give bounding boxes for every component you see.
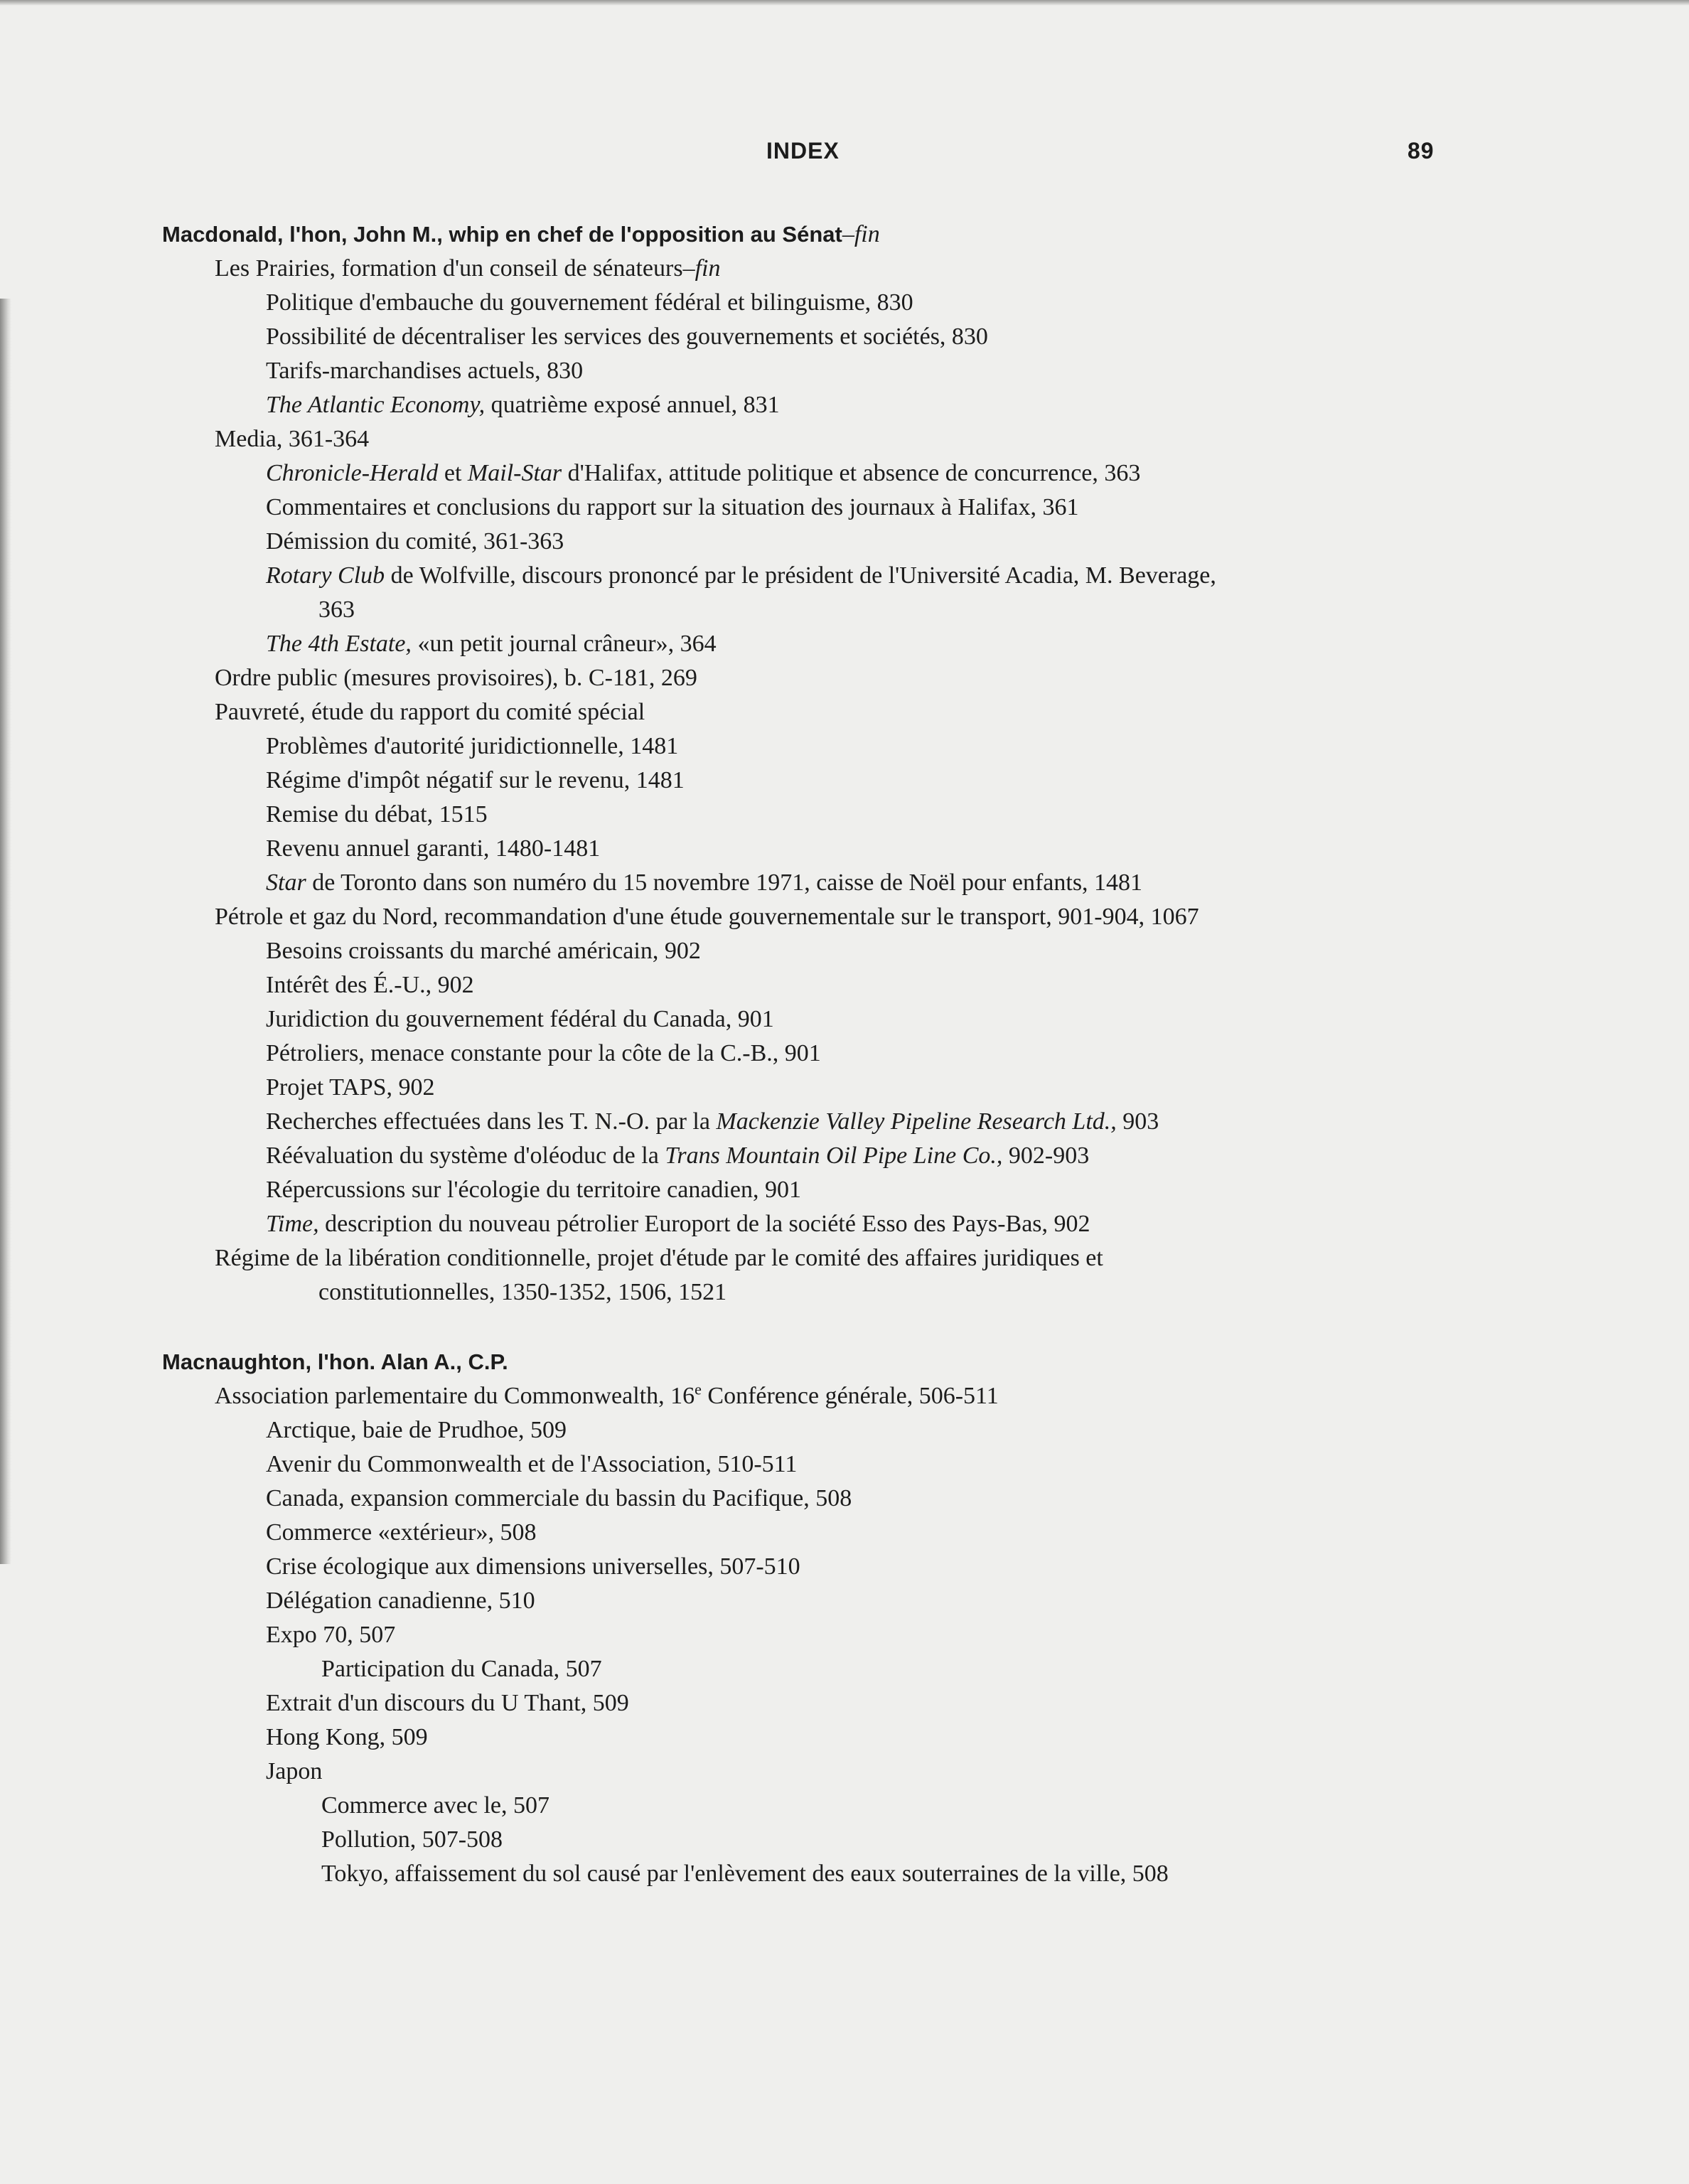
- italic-title: Rotary Club: [266, 562, 385, 589]
- index-subentry: [162, 1002, 1466, 1037]
- subentry-text: 363: [318, 596, 355, 623]
- index-subentry: [162, 798, 1466, 832]
- index-subentry: [162, 1516, 1466, 1550]
- index-subentry: [162, 320, 1466, 354]
- subentry-text: Pollution, 507-508: [321, 1826, 503, 1853]
- index-subentry: [162, 1413, 1466, 1447]
- subentry-text: Commerce avec le, 507: [321, 1792, 549, 1819]
- subentry-text: Association parlementaire du Commonwealth, 16: [215, 1383, 695, 1409]
- index-subentry: [162, 1071, 1466, 1105]
- index-entry-heading: [162, 1345, 1466, 1379]
- index-subentry: [162, 968, 1466, 1002]
- italic-title: Time,: [266, 1211, 319, 1237]
- index-subentry: [162, 559, 1466, 593]
- italic-title: The Atlantic Economy,: [266, 392, 486, 418]
- index-subentry: [162, 1686, 1466, 1720]
- subentry-text: Démission du comité, 361-363: [266, 528, 564, 555]
- index-subentry: [162, 764, 1466, 798]
- index-subentry: [162, 1482, 1466, 1516]
- index-subentry: [162, 934, 1466, 968]
- index-subentry: [162, 422, 1466, 456]
- subentry-text: Régime de la libération conditionnelle, projet d'étude par le comité des affaires juridiques et: [215, 1245, 1103, 1271]
- italic-title: –fin: [682, 255, 721, 282]
- index-subentry: [162, 832, 1466, 866]
- index-subentry: [162, 1275, 1466, 1310]
- subentry-text: Recherches effectuées dans les T. N.-O. par la: [266, 1108, 717, 1135]
- index-subentry: [162, 525, 1466, 559]
- subentry-text: de Toronto dans son numéro du 15 novembre 1971, caisse de Noël pour enfants, 1481: [306, 869, 1143, 896]
- subentry-text: Besoins croissants du marché américain, 902: [266, 938, 701, 964]
- subentry-text: Les Prairies, formation d'un conseil de sénateurs: [215, 255, 683, 282]
- running-head-title: INDEX: [766, 138, 840, 164]
- subentry-text: Tarifs-marchandises actuels, 830: [266, 358, 584, 384]
- subentry-text: Problèmes d'autorité juridictionnelle, 1481: [266, 733, 679, 759]
- subentry-text: de Wolfville, discours prononcé par le président de l'Université Acadia, M. Beverage,: [385, 562, 1216, 589]
- subentry-text: constitutionnelles, 1350-1352, 1506, 1521: [318, 1279, 727, 1305]
- subentry-text: 902-903: [1002, 1142, 1090, 1169]
- index-subentry: [162, 1105, 1466, 1139]
- subentry-text: d'Halifax, attitude politique et absence de concurrence, 363: [562, 460, 1141, 486]
- index-subentry: [162, 1652, 1466, 1686]
- italic-title: Mackenzie Valley Pipeline Research Ltd.,: [716, 1108, 1117, 1135]
- subentry-text: Arctique, baie de Prudhoe, 509: [266, 1417, 567, 1443]
- subentry-text: 903: [1116, 1108, 1159, 1135]
- index-subentry: [162, 1857, 1466, 1891]
- italic-title: Star: [266, 869, 306, 896]
- subentry-text: Conférence générale, 506-511: [701, 1383, 999, 1409]
- index-subentry: [162, 1789, 1466, 1823]
- index-subentry: [162, 252, 1466, 286]
- subentry-text: Régime d'impôt négatif sur le revenu, 1481: [266, 767, 685, 793]
- subentry-text: Avenir du Commonwealth et de l'Association, 510-511: [266, 1451, 798, 1477]
- scan-left-edge: [0, 299, 11, 1564]
- subentry-text: Remise du débat, 1515: [266, 801, 488, 828]
- italic-title: Chronicle-Herald: [266, 460, 439, 486]
- subentry-text: Japon: [266, 1758, 323, 1784]
- index-subentry: [162, 1720, 1466, 1755]
- index-subentry: [162, 900, 1466, 934]
- index-subentry: [162, 286, 1466, 320]
- index-subentry: [162, 1447, 1466, 1482]
- scan-top-edge: [0, 0, 1689, 6]
- index-subentry: [162, 1755, 1466, 1789]
- subentry-text: Projet TAPS, 902: [266, 1074, 435, 1101]
- italic-title: The 4th Estate,: [266, 631, 412, 657]
- subentry-text: Revenu annuel garanti, 1480-1481: [266, 835, 601, 862]
- entry-continued-marker: –fin: [842, 221, 880, 247]
- index-subentry: [162, 1173, 1466, 1207]
- subentry-text: Pétroliers, menace constante pour la côte de la C.-B., 901: [266, 1040, 821, 1066]
- subentry-text: Délégation canadienne, 510: [266, 1588, 535, 1614]
- subentry-text: Pétrole et gaz du Nord, recommandation d'une étude gouvernementale sur le transport, 901-904, 1067: [215, 904, 1199, 930]
- subentry-text: Possibilité de décentraliser les services des gouvernements et sociétés, 830: [266, 323, 988, 350]
- index-subentry: [162, 661, 1466, 695]
- page-number: 89: [1408, 138, 1435, 164]
- entry-name: Macnaughton, l'hon. Alan A., C.P.: [162, 1349, 508, 1374]
- index-subentry: [162, 388, 1466, 422]
- index-entry-heading: [162, 218, 1466, 252]
- index-subentry: [162, 1379, 1466, 1413]
- subentry-text: Extrait d'un discours du U Thant, 509: [266, 1690, 629, 1716]
- italic-title: Mail-Star: [467, 460, 562, 486]
- subentry-text: Media, 361-364: [215, 426, 370, 452]
- subentry-text: quatrième exposé annuel, 831: [485, 392, 780, 418]
- subentry-text: Répercussions sur l'écologie du territoire canadien, 901: [266, 1177, 801, 1203]
- superscript: e: [695, 1380, 702, 1398]
- index-subentry: [162, 1618, 1466, 1652]
- subentry-text: Participation du Canada, 507: [321, 1656, 602, 1682]
- index-subentry: [162, 354, 1466, 388]
- index-subentry: [162, 1550, 1466, 1584]
- index-subentry: [162, 456, 1466, 491]
- subentry-text: Juridiction du gouvernement fédéral du Canada, 901: [266, 1006, 774, 1032]
- subentry-text: Ordre public (mesures provisoires), b. C-181, 269: [215, 665, 697, 691]
- subentry-text: Commentaires et conclusions du rapport sur la situation des journaux à Halifax, 361: [266, 494, 1079, 520]
- index-subentry: [162, 729, 1466, 764]
- subentry-text: Hong Kong, 509: [266, 1724, 428, 1750]
- index-subentry: [162, 1207, 1466, 1241]
- subentry-text: Réévaluation du système d'oléoduc de la: [266, 1142, 665, 1169]
- subentry-text: «un petit journal crâneur», 364: [411, 631, 717, 657]
- index-subentry: [162, 1241, 1466, 1275]
- subentry-text: Commerce «extérieur», 508: [266, 1519, 537, 1546]
- subentry-text: description du nouveau pétrolier Europort de la société Esso des Pays-Bas, 902: [318, 1211, 1090, 1237]
- subentry-text: et: [438, 460, 468, 486]
- subentry-text: Expo 70, 507: [266, 1622, 396, 1648]
- subentry-text: Intérêt des É.-U., 902: [266, 972, 474, 998]
- subentry-text: Canada, expansion commerciale du bassin du Pacifique, 508: [266, 1485, 852, 1511]
- index-subentry: [162, 593, 1466, 627]
- index-subentry: [162, 695, 1466, 729]
- index-subentry: [162, 1037, 1466, 1071]
- subentry-text: Crise écologique aux dimensions universelles, 507-510: [266, 1553, 800, 1580]
- italic-title: Trans Mountain Oil Pipe Line Co.,: [665, 1142, 1003, 1169]
- subentry-text: Politique d'embauche du gouvernement fédéral et bilinguisme, 830: [266, 289, 913, 316]
- index-subentry: [162, 866, 1466, 900]
- index-subentry: [162, 1139, 1466, 1173]
- index-subentry: [162, 491, 1466, 525]
- index-body: [162, 218, 1466, 1891]
- index-subentry: [162, 1584, 1466, 1618]
- entry-gap: [162, 1310, 1466, 1345]
- subentry-text: Pauvreté, étude du rapport du comité spécial: [215, 699, 645, 725]
- entry-name: Macdonald, l'hon, John M., whip en chef de l'opposition au Sénat: [162, 222, 842, 247]
- index-subentry: [162, 1823, 1466, 1857]
- index-subentry: [162, 627, 1466, 661]
- subentry-text: Tokyo, affaissement du sol causé par l'enlèvement des eaux souterraines de la ville, 508: [321, 1861, 1169, 1887]
